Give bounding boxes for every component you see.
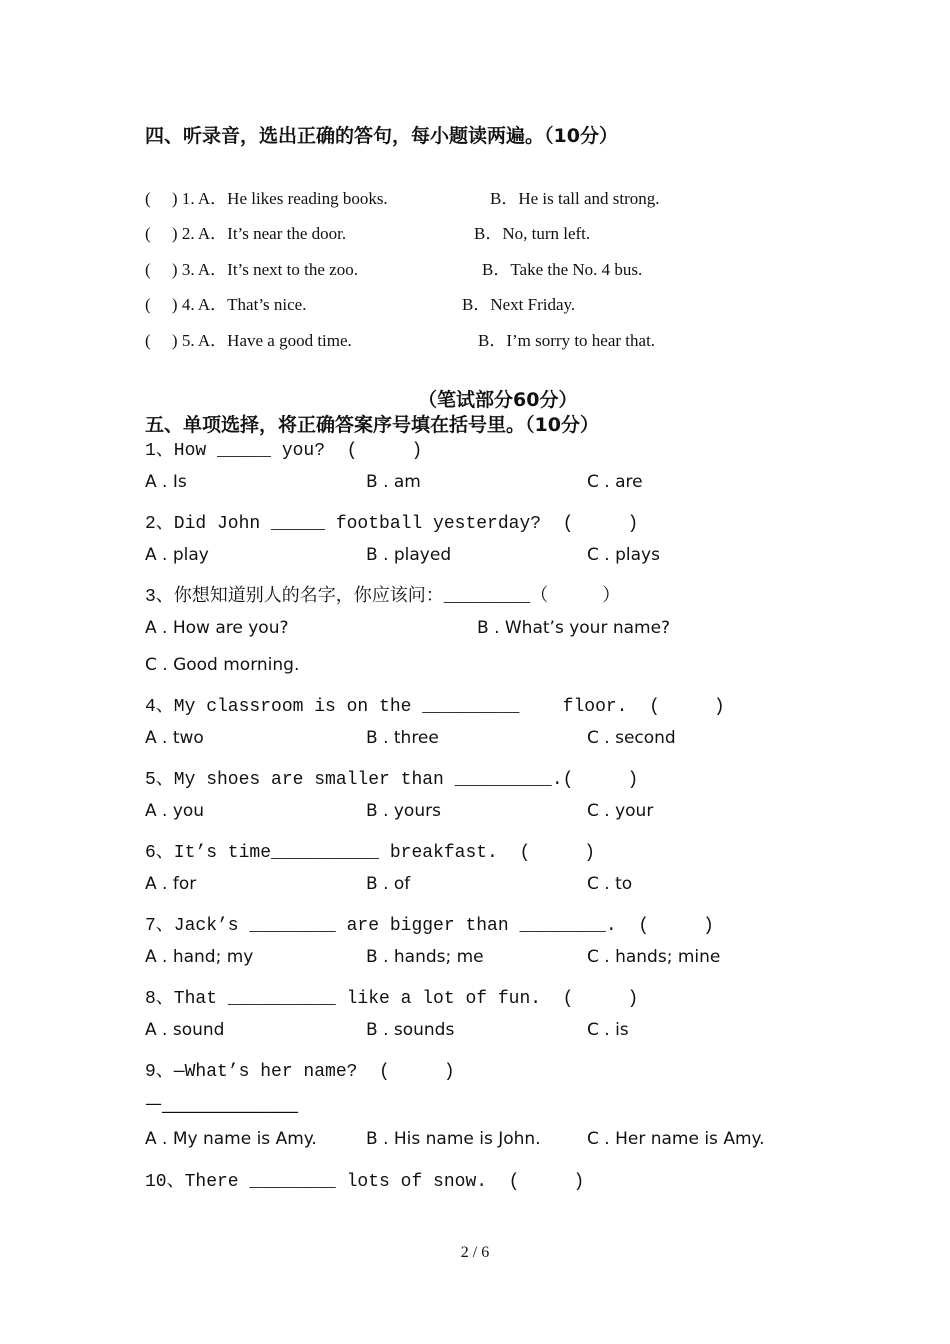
listening-q5: ( ) 5. A．Have a good time. [145, 331, 352, 350]
question-10: 10、There ________ lots of snow. ( ) [145, 1172, 585, 1192]
q8-option-a: A . sound [145, 1020, 225, 1040]
q3-option-c: C . Good morning. [145, 655, 300, 675]
listening-q3-option-b: B．Take the No. 4 bus. [482, 260, 643, 279]
question-4: 4、My classroom is on the _________ floor. ( ) [145, 697, 725, 717]
q8-option-c: C . is [587, 1020, 629, 1040]
q6-option-b: B . of [366, 874, 411, 894]
listening-q2-option-b: B．No, turn left. [474, 224, 591, 243]
q2-option-c: C . plays [587, 545, 660, 565]
q7-option-b: B . hands; me [366, 947, 484, 967]
question-5: 5、My shoes are smaller than _________.( ) [145, 770, 639, 790]
q9-option-c: C . Her name is Amy. [587, 1129, 765, 1149]
question-3: 3、你想知道别人的名字，你应该问：________（ ） [145, 587, 621, 607]
q4-option-a: A . two [145, 728, 204, 748]
question-7: 7、Jack’s ________ are bigger than ________. ( ) [145, 916, 714, 936]
q6-option-c: C . to [587, 874, 633, 894]
question-6: 6、It’s time__________ breakfast. ( ) [145, 843, 596, 863]
listening-q3: ( ) 3. A．It’s next to the zoo. [145, 260, 358, 279]
listening-q2: ( ) 2. A．It’s near the door. [145, 224, 347, 243]
q9-answer-blank: —________________ [145, 1094, 298, 1114]
section5-title: 五、单项选择，将正确答案序号填在括号里。（10分） [145, 414, 599, 436]
question-1: 1、How _____ you? ( ) [145, 441, 423, 461]
listening-q1: ( ) 1. A．He likes reading books. [145, 189, 388, 208]
q8-option-b: B . sounds [366, 1020, 455, 1040]
question-8: 8、That __________ like a lot of fun. ( ) [145, 989, 639, 1009]
q3-option-a: A . How are you? [145, 618, 289, 638]
question-9: 9、—What’s her name? ( ) [145, 1062, 455, 1082]
written-part-title: （笔试部分60分） [418, 389, 578, 411]
q3-option-b: B . What’s your name? [477, 618, 671, 638]
q2-option-a: A . play [145, 545, 209, 565]
q2-option-b: B . played [366, 545, 452, 565]
listening-q4: ( ) 4. A．That’s nice. [145, 295, 307, 314]
listening-q5-option-b: B．I’m sorry to hear that. [478, 331, 656, 350]
q5-option-a: A . you [145, 801, 205, 821]
q1-option-b: B . am [366, 472, 421, 492]
q7-option-a: A . hand; my [145, 947, 254, 967]
q9-option-b: B . His name is John. [366, 1129, 541, 1149]
page-number: 2 / 6 [460, 1244, 490, 1261]
q5-option-c: C . your [587, 801, 654, 821]
listening-q1-option-b: B．He is tall and strong. [490, 189, 660, 208]
section4-title: 四、听录音，选出正确的答句，每小题读两遍。（10分） [145, 125, 618, 147]
q6-option-a: A . for [145, 874, 197, 894]
q9-option-a: A . My name is Amy. [145, 1129, 317, 1149]
question-2: 2、Did John _____ football yesterday? ( ) [145, 514, 639, 534]
q4-option-b: B . three [366, 728, 439, 748]
q7-option-c: C . hands; mine [587, 947, 721, 967]
q4-option-c: C . second [587, 728, 676, 748]
q5-option-b: B . yours [366, 801, 441, 821]
q1-option-c: C . are [587, 472, 643, 492]
q1-option-a: A . Is [145, 472, 187, 492]
listening-q4-option-b: B．Next Friday. [462, 295, 576, 314]
